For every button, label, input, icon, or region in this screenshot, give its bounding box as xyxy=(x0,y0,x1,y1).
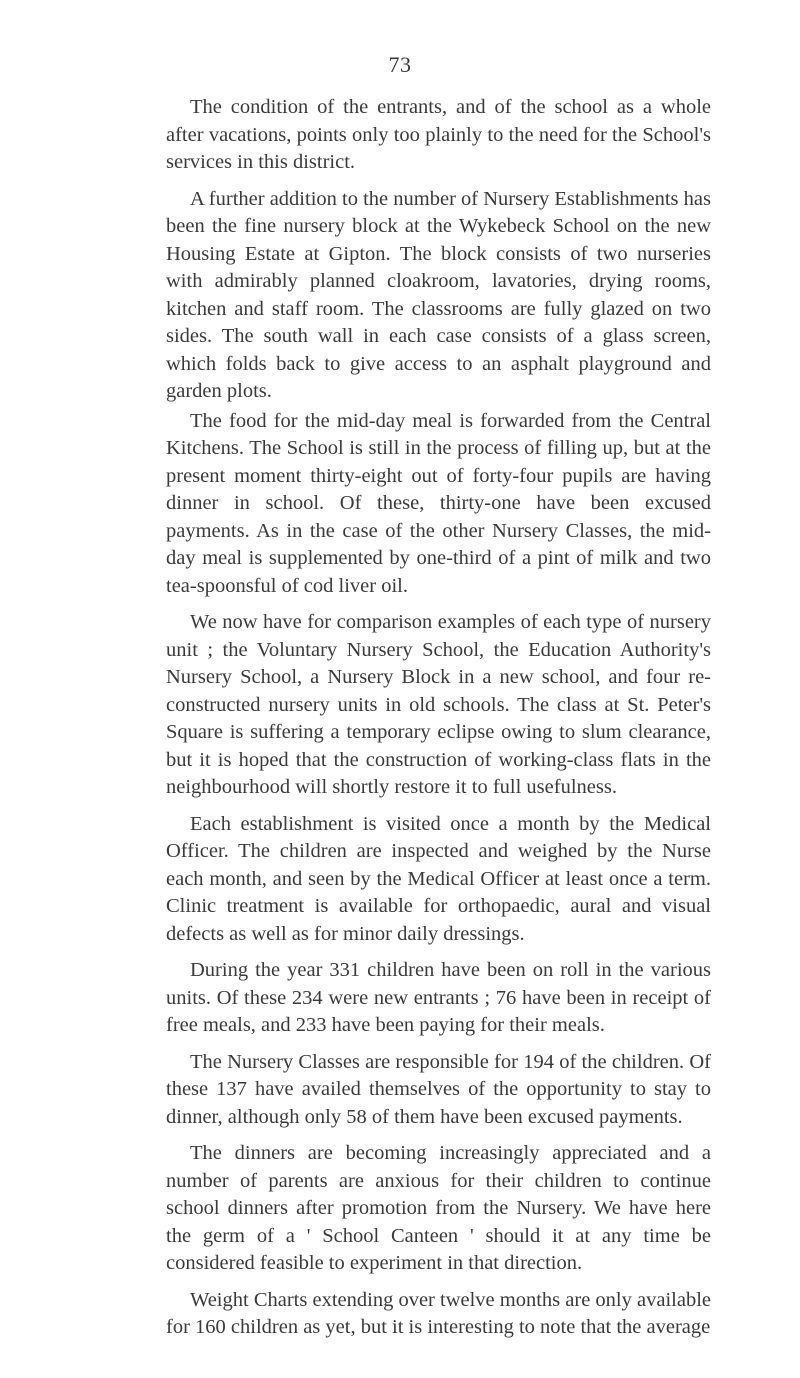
paragraph-weight-charts: Weight Charts extending over twelve months are only available for 160 children as yet, but it is interesting to note that the average xyxy=(166,1288,711,1338)
paragraph-medical-visits: Each establishment is visited once a month by the Medical Officer. The children are inspected and weighed by the Nurse each month, and seen by the Medical Officer at least once a term. Clinic treatment is available for orthopaedic, aural and visual defects as well as for minor daily dressings. xyxy=(166,812,711,945)
paragraph-comparison: We now have for comparison examples of each type of nursery unit ; the Voluntary Nursery School, the Education Authority's Nursery School, a Nursery Block in a new school, and four re-constructed nursery units in old schools. The class at St. Peter's Square is suffering a temporary eclipse owing to slum clearance, but it is hoped that the construction of working-class flats in the neighbourhood will shortly restore it to full usefulness. xyxy=(166,611,711,798)
paragraph-school-canteen: The dinners are becoming increasingly appreciated and a number of parents are anxious for their children to continue school dinners after promotion from the Nursery. We have here the germ of a ' School Canteen ' should it at any time be considered feasible to experiment in that direction. xyxy=(166,1142,711,1274)
paragraph-nursery-classes: The Nursery Classes are responsible for 194 of the children. Of these 137 have availed themselves of the opportunity to stay to dinner, although only 58 of them have been excused payments. xyxy=(166,1050,711,1128)
body-text xyxy=(166,94,711,1344)
paragraph-roll-statistics: During the year 331 children have been on roll in the various units. Of these 234 were new entrants ; 76 have been in receipt of free meals, and 233 have been paying for their meals. xyxy=(166,959,711,1036)
page-number: 73 xyxy=(388,52,412,77)
paragraph-midday-meal: The food for the mid-day meal is forwarded from the Central Kitchens. The School is still in the process of filling up, but at the present moment thirty-eight out of forty-four pupils are having dinner in school. Of these, thirty-one have been excused payments. As in the case of the other Nursery Classes, the mid-day meal is supplemented by one-third of a pint of milk and two tea-spoonsful of cod liver oil. xyxy=(166,409,711,597)
paragraph-wykebeck-block: A further addition to the number of Nursery Establishments has been the fine nursery block at the Wykebeck School on the new Housing Estate at Gipton. The block consists of two nurseries with admirably planned cloakroom, lavatories, drying rooms, kitchen and staff room. The classrooms are fully glazed on two sides. The south wall in each case consists of a glass screen, which folds back to give access to an asphalt playground and garden plots. xyxy=(166,187,711,402)
paragraph-entrants-condition: The condition of the entrants, and of the school as a whole after vacations, points only too plainly to the need for the School's services in this district. xyxy=(166,96,711,173)
